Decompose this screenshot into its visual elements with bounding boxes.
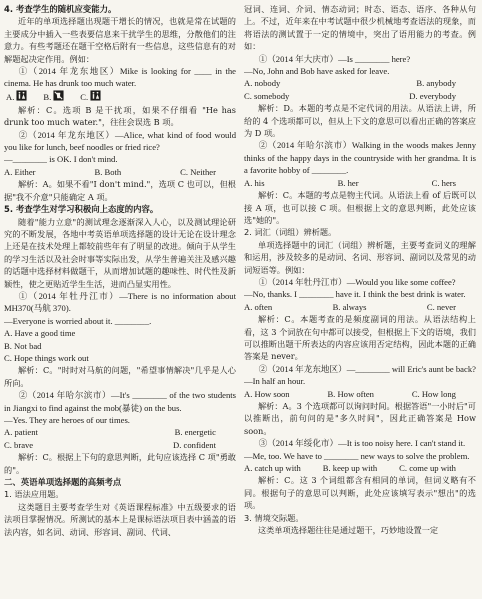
- part-2-item-1-text: 这类题目主要考查学生对《英语课程标准》中五级要求的语法项目掌握情况。所测试的基本上是课标语法项目表中涵盖的语法内容，如名词、动词、形容词、副词、代词、: [4, 501, 236, 537]
- option-label: A. catch up with: [244, 463, 301, 474]
- option-label: A. often: [244, 301, 273, 312]
- example-7-analysis: 解析：C。本题考查的是频度副词的用法。从语法结构上看，这 3 个词放在句中都可以接受，但根据上下文的语境，我们可以推断出题干所表达的内容应该用否定结构，因此本题的正确答案是 never。: [244, 314, 476, 362]
- example-9-question: ③（2014 年绥化市）—It is too noisy here. I can't stand it.: [258, 438, 466, 449]
- section-4-intro: 近年的单项选择题出现题干增长的情况，也就是常在试题的主要成分中插入一些表要信息来干扰学生的思维，分散他们的注意力。有些考题还在题干空格后附有一些信息，这些信息有的对解题起决定作用。例如：: [4, 16, 236, 64]
- example-2-answer-line: —________ is OK. I don't mind.: [4, 154, 118, 165]
- example-3-analysis: 解析：C。"时时对马航的问题，"希望事情解决"几乎是人心所向。: [4, 365, 236, 388]
- option-label: D. everybody: [409, 90, 456, 101]
- example-4-analysis: 解析：C。根据上下句的意思判断，此句应该选择 C 项"勇敢的"。: [4, 452, 236, 475]
- example-3-question: ①（2014 年牡丹江市）—There is no information about MH370(马航 370).: [4, 290, 236, 314]
- part-2-heading: 二、英语单项选择题的高频考点: [4, 477, 122, 488]
- option-label: D. confident: [173, 439, 216, 450]
- example-3-option-c: C. Hope things work out: [4, 352, 89, 363]
- example-7-answer-line: —No, thanks. I ________ have it. I think the best drink is water.: [244, 289, 466, 300]
- part-2-item-3: 3. 情境交际题。: [244, 512, 304, 523]
- picture-option-label: B.: [43, 91, 52, 102]
- no-drinking-sign-icon: [53, 90, 64, 104]
- option-label: B. anybody: [416, 78, 456, 89]
- example-5-question: ①（2014 年大庆市）—Is ________ here?: [258, 53, 411, 64]
- example-9-options: [244, 462, 476, 474]
- example-1-analysis: 解析：C。选项 B 是干扰项，如果不仔细看 "He has drunk too much water."，往往会误选 B 项。: [4, 104, 236, 128]
- part-2-item-1: 1. 语法应用题。: [4, 489, 64, 500]
- option-label: B. her: [337, 177, 359, 188]
- picture-option-label: A.: [6, 91, 15, 102]
- example-8-question: ②（2014 年龙东地区）—________ will Eric's aunt be back?: [258, 363, 476, 374]
- option-label: C. brave: [4, 439, 34, 450]
- example-4-question: ②（2014 年哈尔滨市）—It's ________ of the two students in Jiangxi to find against the mob(暴徒) on the bus.: [4, 390, 236, 413]
- part-2-item-3-text: 这类单项选择题往往是通过题干，巧妙地设置一定: [257, 525, 439, 536]
- example-4-options-cd: [4, 439, 236, 451]
- option-label: A. Either: [4, 166, 36, 177]
- example-7-question: ①（2014 年牡丹江市）—Would you like some coffee?: [258, 276, 456, 287]
- picture-option: [80, 90, 101, 104]
- picture-option-label: C.: [80, 91, 89, 102]
- example-5-answer-line: —No, John and Bob have asked for leave.: [244, 66, 390, 77]
- option-label: A. How soon: [244, 388, 290, 399]
- option-label: C. How long: [411, 388, 456, 399]
- option-label: C. hers: [431, 177, 456, 188]
- right-column: [244, 3, 476, 599]
- example-5-analysis: 解析：D。本题的考点是不定代词的用法。从语法上讲，所给的 4 个选项都可以，但从上下文的意思可以看出正确的答案应为 D 项。: [244, 103, 476, 139]
- example-4-options-ab: [4, 426, 236, 438]
- left-column: [4, 3, 236, 599]
- example-3-option-a: A. Have a good time: [4, 328, 76, 339]
- option-label: A. nobody: [244, 78, 281, 89]
- example-9-analysis: 解析：C。这 3 个词组都含有相同的单词，但词义略有不同。根据句子的意思可以判断，此处应该填写表示"想出"的选项。: [244, 475, 476, 511]
- right-continued-text: 冠词、连词、介词、情态动词；时态、语态、语序、各种从句上。不过，近年来在中考试题中很少机械地考查语法的现象，而将语法的测试置于一定的情境中，突出了语用能力的考查。例如：: [244, 4, 476, 52]
- example-6-options: [244, 177, 476, 189]
- option-label: C. Neither: [180, 166, 216, 177]
- option-label: C. never: [426, 301, 456, 312]
- option-label: B. always: [332, 301, 367, 312]
- example-2-question: ②（2014 年龙东地区）—Alice, what kind of food would you like for lunch, beef noodles or fried rice?: [4, 129, 236, 153]
- picture-option: [43, 90, 64, 104]
- example-8-analysis: 解析：A。3 个选项都可以询问时间。根据答语"一小时后"可以推断出，前句问的是"多久时间"，因此正确答案是 How soon。: [244, 401, 476, 436]
- example-2-analysis: 解析：A。如果不看"I don't mind."，选项 C 也可以，但根据"我不介意"只能确定 A 项。: [4, 179, 236, 202]
- example-8-answer-line: —In half an hour.: [244, 376, 306, 387]
- example-1-picture-options: [6, 90, 236, 104]
- example-6-question: ②（2014 年哈尔滨市）Walking in the woods makes Jenny thinks of the happy days in the countryside with her grandma. It is a favorite hobby of ________.: [244, 140, 476, 176]
- section-4-heading: 4. 考查学生的随机应变能力。: [4, 4, 117, 14]
- option-label: A. his: [244, 177, 265, 188]
- toilet-sign-icon: [90, 90, 101, 104]
- option-label: B. How often: [327, 388, 374, 399]
- toilet-sign-icon: [16, 90, 27, 104]
- section-5-heading: 5. 考查学生对学习积极向上态度的内容。: [4, 204, 159, 215]
- example-3-answer-line: —Everyone is worried about it. ________.: [4, 315, 152, 326]
- example-5-options-cd: [244, 90, 476, 102]
- example-1-question: ①（2014 年龙东地区）Mike is looking for ____ in the cinema. He has drunk too much water.: [4, 66, 236, 89]
- option-label: C. somebody: [244, 90, 290, 101]
- example-4-answer-line: —Yes. They are heroes of our times.: [4, 415, 130, 425]
- option-label: B. keep up with: [322, 463, 378, 474]
- example-7-options: [244, 301, 476, 313]
- option-label: A. patient: [4, 427, 38, 438]
- option-label: B. energetic: [174, 427, 216, 438]
- part-2-item-2-text: 单项选择题中的词汇（词组）辨析题，主要考查词义的理解和运用，涉及较多的是动词、名词、形容词、副词以及常见的动词短语等。例如：: [244, 239, 476, 275]
- example-3-option-b: B. Not bad: [4, 340, 42, 351]
- example-2-options: [4, 166, 236, 178]
- section-5-intro: 随着"能力立意"的测试理念逐渐深入人心，以及测试理论研究的不断发展，各地中考英语单项选择题的设计无论在设计理念上还是在技术处理上都较前些年有了明显的改进。倾向于从学生的学习生活以及社会时事等实际出发，从学生普遍关注及感兴趣的话题中选择材料做题干，从而增加试题的趣味性、时代性及新颖性，使之更贴近学生生活，进而凸显实用性。: [4, 216, 236, 289]
- option-label: B. Both: [94, 166, 122, 177]
- example-5-options-ab: [244, 77, 476, 89]
- example-6-analysis: 解析：C。本题的考点是物主代词。从语法上看 of 后既可以接 A 项，也可以接 C 项。但根据上文的意思判断，此处应该选"她的"。: [244, 190, 476, 225]
- example-9-answer-line: —Me, too. We have to ________ new ways to solve the problem.: [244, 450, 470, 461]
- picture-option: [6, 90, 27, 104]
- part-2-item-2: 2. 词汇（词组）辨析题。: [244, 227, 337, 238]
- option-label: C. come up with: [399, 463, 456, 474]
- example-8-options: [244, 388, 476, 400]
